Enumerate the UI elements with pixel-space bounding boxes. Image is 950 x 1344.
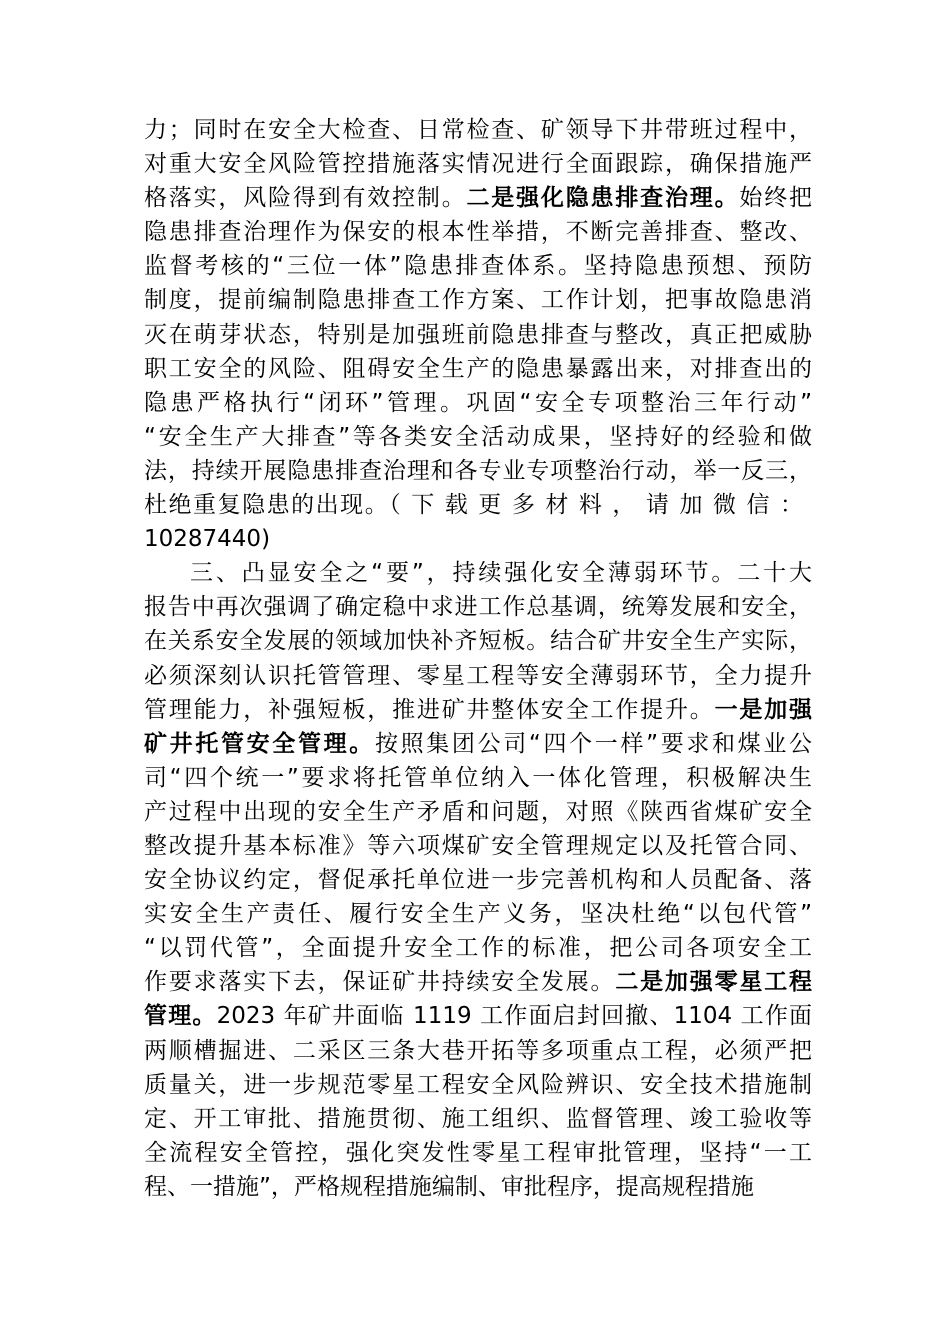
text-line — [144, 283, 812, 317]
line-text: 整改提升基本标准》等六项煤矿安全管理规定以及托管合同、 — [144, 832, 812, 859]
line-text: 报告中再次强调了确定稳中求进工作总基调，统筹发展和安全， — [144, 594, 812, 621]
line-text: 职工安全的风险、阻碍安全生产的隐患暴露出来，对排查出的 — [144, 355, 812, 382]
line-text: 法，持续开展隐患排查治理和各专业专项整治行动，举一反三， — [144, 457, 812, 484]
line-text: 管理能力，补强短板，推进矿井整体安全工作提升。 — [144, 696, 715, 723]
line-text: 三、凸显安全之“要”，持续强化安全薄弱环节。二十大 — [190, 560, 812, 587]
line-text: 隐患排查治理作为保安的根本性举措，不断完善排查、整改、 — [144, 219, 812, 246]
line-text: 司“四个统一”要求将托管单位纳入一体化管理，积极解决生 — [144, 764, 812, 791]
line-text: 实安全生产责任、履行安全生产义务，坚决杜绝“以包代管” — [144, 901, 812, 928]
text-line — [144, 965, 812, 999]
text-line — [144, 624, 812, 658]
line-text-after: 按照集团公司“四个一样”要求和煤业公 — [374, 730, 813, 757]
text-line — [144, 522, 812, 556]
text-line — [144, 659, 812, 693]
line-text: 安全协议约定，督促承托单位进一步完善机构和人员配备、落 — [144, 867, 812, 894]
text-line — [144, 1034, 812, 1068]
line-text: 杜绝重复隐患的出现。 — [144, 492, 390, 519]
text-line — [144, 147, 812, 181]
text-line — [144, 999, 812, 1033]
line-text: 对重大安全风险管控措施落实情况进行全面跟踪，确保措施严 — [144, 151, 812, 178]
line-text: 制度，提前编制隐患排查工作方案、工作计划，把事故隐患消 — [144, 287, 812, 314]
text-line — [144, 590, 812, 624]
text-line — [144, 454, 812, 488]
text-line — [144, 1170, 812, 1204]
text-line — [144, 863, 812, 897]
text-line — [144, 1102, 812, 1136]
line-text: “以罚代管”，全面提升安全工作的标准，把公司各项安全工 — [144, 935, 812, 962]
line-text: 格落实，风险得到有效控制。 — [144, 185, 467, 212]
line-text: 两顺槽掘进、二采区三条大巷开拓等多项重点工程，必须严把 — [144, 1037, 812, 1064]
text-line — [144, 215, 812, 249]
line-text-after: 2023 年矿井面临 1119 工作面启封回撤、1104 工作面 — [216, 1003, 813, 1030]
bold-heading: 管理。 — [144, 1003, 217, 1030]
line-text: 10287440) — [144, 526, 271, 553]
text-line — [144, 386, 812, 420]
text-line — [144, 318, 812, 352]
text-line — [144, 931, 812, 965]
bold-heading: 矿井托管安全管理。 — [144, 730, 375, 757]
text-line — [144, 488, 812, 522]
line-text: 在关系安全发展的领域加快补齐短板。结合矿井安全生产实际， — [144, 628, 812, 655]
line-text-after: 始终把 — [739, 185, 813, 212]
line-text: 质量关，进一步规范零星工程安全风险辨识、安全技术措施制 — [144, 1071, 812, 1098]
line-text: 力；同时在安全大检查、日常检查、矿领导下井带班过程中， — [144, 117, 812, 143]
wechat-note: （下载更多材料，请加微信： — [389, 492, 813, 519]
text-line — [144, 1136, 812, 1170]
line-text: 全流程安全管控，强化突发性零星工程审批管理，坚持“一工 — [144, 1139, 812, 1166]
text-line — [144, 352, 812, 386]
text-line — [144, 693, 812, 727]
line-text: 定、开工审批、措施贯彻、施工组织、监督管理、竣工验收等 — [144, 1105, 812, 1132]
line-text: 作要求落实下去，保证矿井持续安全发展。 — [144, 969, 616, 996]
body-text — [144, 113, 812, 1204]
line-text: 灭在萌芽状态，特别是加强班前隐患排查与整改，真正把威胁 — [144, 321, 812, 348]
line-text: 程、一措施”，严格规程措施编制、审批程序，提高规程措施 — [144, 1173, 754, 1200]
bold-heading: 二是强化隐患排查治理。 — [466, 185, 740, 212]
text-line — [144, 795, 812, 829]
text-line — [144, 1068, 812, 1102]
text-line — [144, 556, 812, 590]
text-line — [144, 761, 812, 795]
text-line — [144, 249, 812, 283]
text-line — [144, 181, 812, 215]
line-text: 监督考核的“三位一体”隐患排查体系。坚持隐患预想、预防 — [144, 253, 812, 280]
line-text: 必须深刻认识托管管理、零星工程等安全薄弱环节，全力提升 — [144, 662, 812, 689]
text-line — [144, 829, 812, 863]
bold-heading: 一是加强 — [714, 696, 813, 723]
text-line — [144, 420, 812, 454]
line-text: 隐患严格执行“闭环”管理。巩固“安全专项整治三年行动” — [144, 389, 812, 416]
line-text: “安全生产大排查”等各类安全活动成果，坚持好的经验和做 — [144, 423, 812, 450]
bold-heading: 二是加强零星工程 — [615, 969, 813, 996]
text-line — [144, 727, 812, 761]
text-line — [144, 897, 812, 931]
line-text: 产过程中出现的安全生产矛盾和问题，对照《陕西省煤矿安全 — [144, 798, 812, 825]
text-line — [144, 113, 812, 147]
